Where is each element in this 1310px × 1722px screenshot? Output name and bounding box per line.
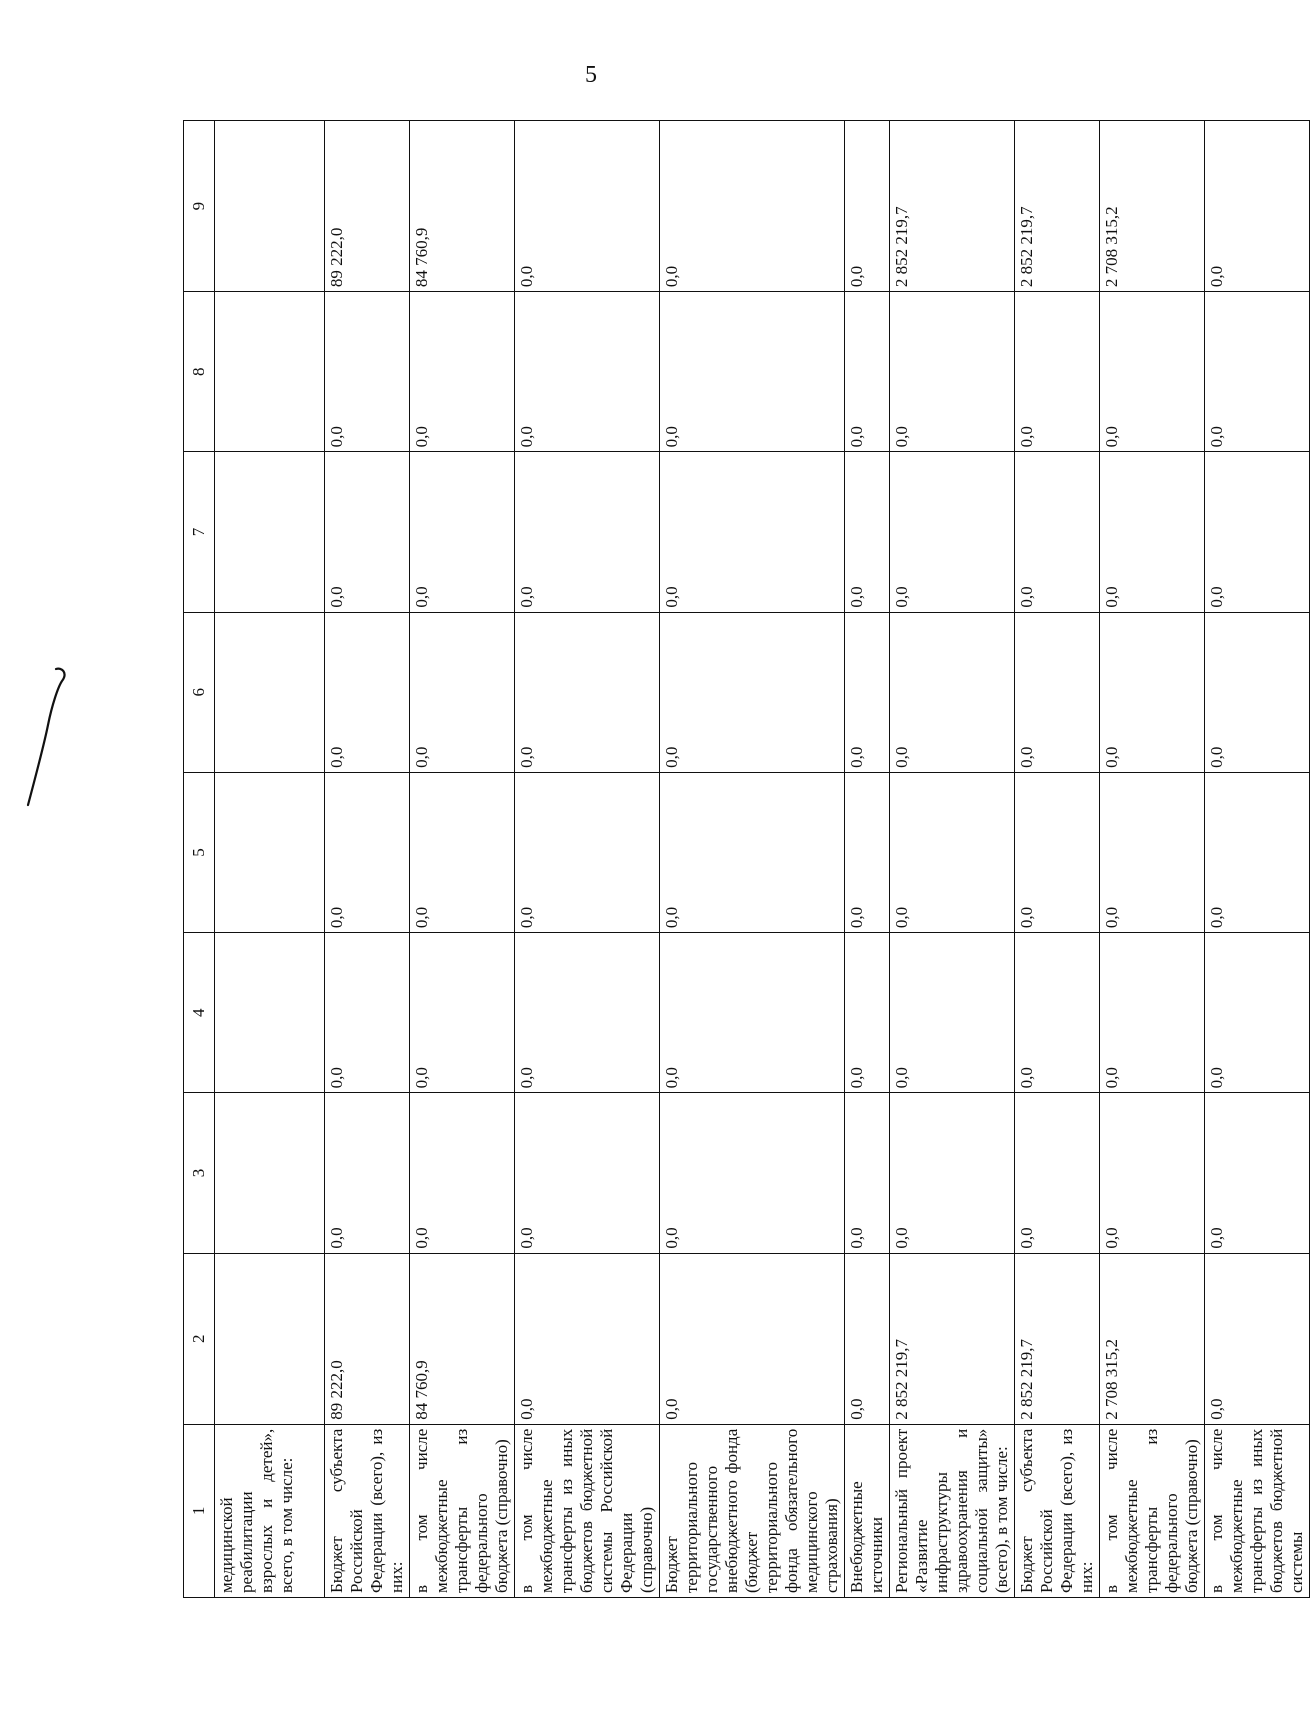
- cell-col-4: 0,0: [1205, 933, 1310, 1093]
- page-number: 5: [585, 62, 597, 88]
- header-col-9: 9: [184, 121, 215, 292]
- row-label: Бюджет субъекта Российской Федерации (всего), из них:: [1015, 1424, 1100, 1597]
- cell-col-3: 0,0: [1100, 1093, 1205, 1253]
- row-label: Внебюджетные источники: [845, 1424, 890, 1597]
- table-row: [515, 121, 660, 1598]
- cell-col-9: 0,0: [660, 121, 845, 292]
- cell-col-4: [215, 933, 325, 1093]
- cell-col-7: 0,0: [660, 452, 845, 612]
- cell-col-7: 0,0: [890, 452, 1015, 612]
- cell-col-9: 2 852 219,7: [1015, 121, 1100, 292]
- cell-col-6: 0,0: [845, 612, 890, 772]
- cell-col-8: 0,0: [660, 292, 845, 452]
- cell-col-8: 0,0: [515, 292, 660, 452]
- cell-col-7: 0,0: [1015, 452, 1100, 612]
- cell-col-6: 0,0: [660, 612, 845, 772]
- cell-col-8: 0,0: [325, 292, 410, 452]
- row-label: Бюджет территориального государственного внебюджетного фонда (бюджет территориального фонда обязательного медицинского страхования): [660, 1424, 845, 1597]
- cell-col-3: [215, 1093, 325, 1253]
- cell-col-2: 0,0: [660, 1253, 845, 1424]
- cell-col-7: 0,0: [1205, 452, 1310, 612]
- cell-col-8: 0,0: [890, 292, 1015, 452]
- cell-col-6: 0,0: [1100, 612, 1205, 772]
- row-label: медицинской реабилитации взрослых и детей», всего, в том числе:: [215, 1424, 325, 1597]
- cell-col-3: 0,0: [660, 1093, 845, 1253]
- cell-col-4: 0,0: [410, 933, 515, 1093]
- cell-col-8: 0,0: [1100, 292, 1205, 452]
- table-row: [410, 121, 515, 1598]
- row-label: в том числе межбюджетные трансферты из иных бюджетов бюджетной системы: [1205, 1424, 1310, 1597]
- cell-col-5: 0,0: [1015, 772, 1100, 932]
- cell-col-3: 0,0: [410, 1093, 515, 1253]
- table-row: [845, 121, 890, 1598]
- cell-col-9: [215, 121, 325, 292]
- table-body: [215, 121, 1310, 1598]
- cell-col-9: 2 852 219,7: [890, 121, 1015, 292]
- cell-col-6: 0,0: [1015, 612, 1100, 772]
- cell-col-7: 0,0: [325, 452, 410, 612]
- cell-col-7: 0,0: [515, 452, 660, 612]
- cell-col-7: 0,0: [1100, 452, 1205, 612]
- cell-col-7: 0,0: [410, 452, 515, 612]
- cell-col-4: 0,0: [890, 933, 1015, 1093]
- cell-col-9: 89 222,0: [325, 121, 410, 292]
- table-row: [890, 121, 1015, 1598]
- cell-col-6: 0,0: [410, 612, 515, 772]
- cell-col-6: 0,0: [325, 612, 410, 772]
- table-row: [215, 121, 325, 1598]
- cell-col-4: 0,0: [845, 933, 890, 1093]
- header-row: [184, 121, 215, 1598]
- cell-col-2: 2 852 219,7: [890, 1253, 1015, 1424]
- header-col-2: 2: [184, 1253, 215, 1424]
- cell-col-5: 0,0: [410, 772, 515, 932]
- cell-col-5: 0,0: [1100, 772, 1205, 932]
- table-row: [325, 121, 410, 1598]
- cell-col-2: 0,0: [845, 1253, 890, 1424]
- cell-col-4: 0,0: [1015, 933, 1100, 1093]
- cell-col-7: [215, 452, 325, 612]
- cell-col-8: 0,0: [410, 292, 515, 452]
- budget-table: [183, 120, 1310, 1598]
- cell-col-2: 2 852 219,7: [1015, 1253, 1100, 1424]
- cell-col-3: 0,0: [1015, 1093, 1100, 1253]
- cell-col-6: 0,0: [515, 612, 660, 772]
- cell-col-4: 0,0: [660, 933, 845, 1093]
- row-label: Региональный проект «Развитие инфраструктуры здравоохранения и социальной защиты» (всего), в том числе:: [890, 1424, 1015, 1597]
- handwritten-mark: [18, 665, 78, 815]
- cell-col-5: 0,0: [660, 772, 845, 932]
- row-label: Бюджет субъекта Российской Федерации (всего), из них:: [325, 1424, 410, 1597]
- header-col-8: 8: [184, 292, 215, 452]
- row-label: в том числе межбюджетные трансферты из федерального бюджета (справочно): [1100, 1424, 1205, 1597]
- cell-col-5: 0,0: [845, 772, 890, 932]
- cell-col-5: 0,0: [325, 772, 410, 932]
- cell-col-6: [215, 612, 325, 772]
- cell-col-6: 0,0: [1205, 612, 1310, 772]
- cell-col-2: 0,0: [1205, 1253, 1310, 1424]
- header-col-4: 4: [184, 933, 215, 1093]
- table-row: [1015, 121, 1100, 1598]
- cell-col-2: 0,0: [515, 1253, 660, 1424]
- cell-col-9: 84 760,9: [410, 121, 515, 292]
- cell-col-4: 0,0: [1100, 933, 1205, 1093]
- cell-col-9: 0,0: [1205, 121, 1310, 292]
- cell-col-6: 0,0: [890, 612, 1015, 772]
- cell-col-5: [215, 772, 325, 932]
- cell-col-3: 0,0: [890, 1093, 1015, 1253]
- cell-col-2: [215, 1253, 325, 1424]
- cell-col-4: 0,0: [515, 933, 660, 1093]
- cell-col-3: 0,0: [1205, 1093, 1310, 1253]
- row-label: в том числе межбюджетные трансферты из иных бюджетов бюджетной системы Российской Федерации (справочно): [515, 1424, 660, 1597]
- cell-col-9: 2 708 315,2: [1100, 121, 1205, 292]
- cell-col-7: 0,0: [845, 452, 890, 612]
- cell-col-4: 0,0: [325, 933, 410, 1093]
- table-row: [660, 121, 845, 1598]
- cell-col-3: 0,0: [515, 1093, 660, 1253]
- cell-col-3: 0,0: [845, 1093, 890, 1253]
- cell-col-8: [215, 292, 325, 452]
- cell-col-5: 0,0: [890, 772, 1015, 932]
- row-label: в том числе межбюджетные трансферты из федерального бюджета (справочно): [410, 1424, 515, 1597]
- cell-col-8: 0,0: [1015, 292, 1100, 452]
- cell-col-2: 89 222,0: [325, 1253, 410, 1424]
- cell-col-2: 2 708 315,2: [1100, 1253, 1205, 1424]
- cell-col-5: 0,0: [1205, 772, 1310, 932]
- header-col-6: 6: [184, 612, 215, 772]
- cell-col-8: 0,0: [1205, 292, 1310, 452]
- cell-col-8: 0,0: [845, 292, 890, 452]
- cell-col-9: 0,0: [515, 121, 660, 292]
- header-col-1: 1: [184, 1424, 215, 1597]
- cell-col-3: 0,0: [325, 1093, 410, 1253]
- table-row: [1100, 121, 1205, 1598]
- header-col-5: 5: [184, 772, 215, 932]
- table-row: [1205, 121, 1310, 1598]
- cell-col-2: 84 760,9: [410, 1253, 515, 1424]
- header-col-3: 3: [184, 1093, 215, 1253]
- header-col-7: 7: [184, 452, 215, 612]
- cell-col-9: 0,0: [845, 121, 890, 292]
- budget-table-rotated: [183, 120, 1306, 1598]
- cell-col-5: 0,0: [515, 772, 660, 932]
